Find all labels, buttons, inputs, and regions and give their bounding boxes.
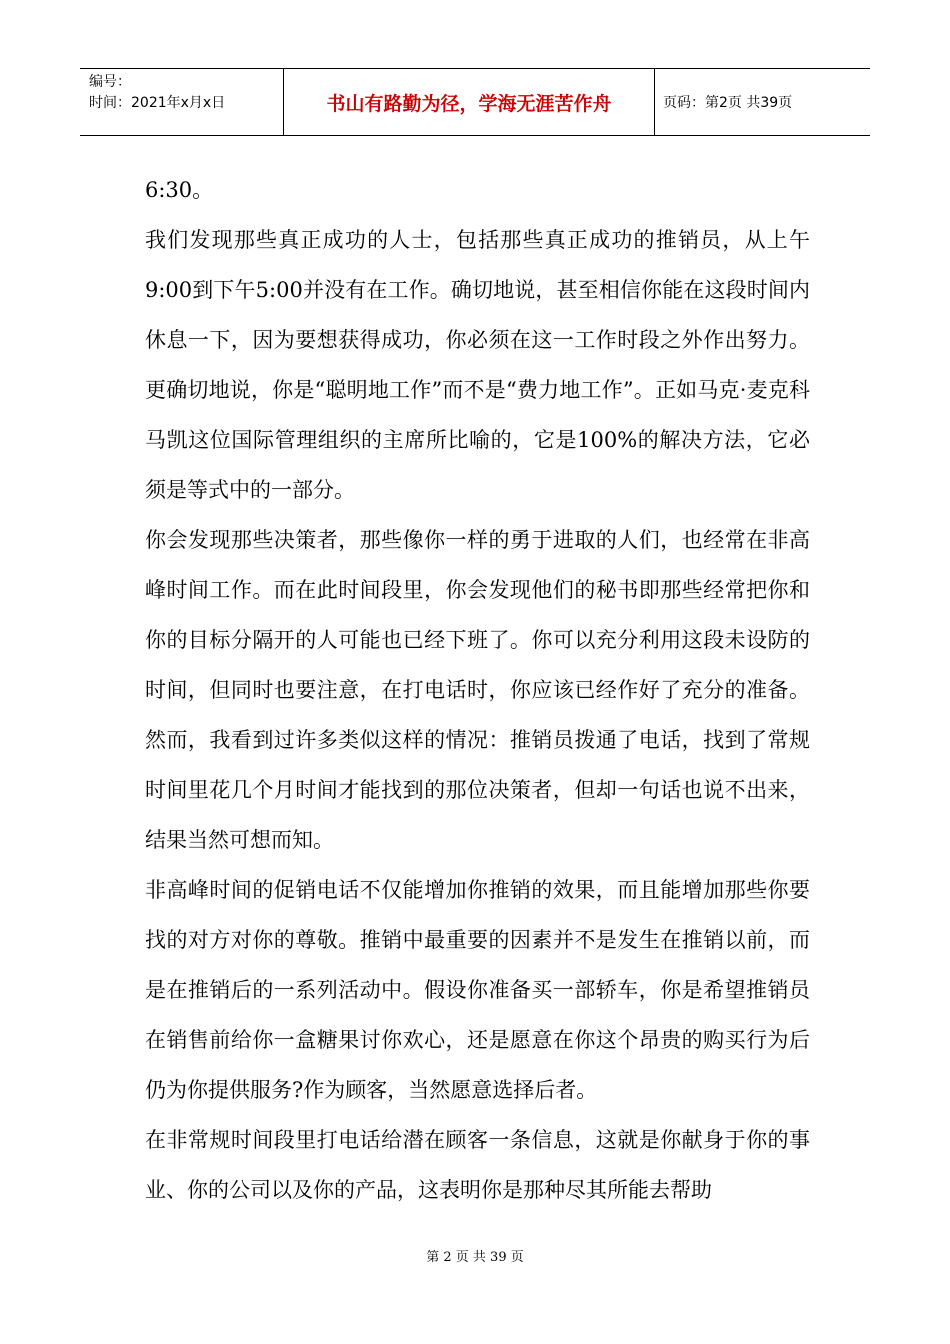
header-meta-cell xyxy=(80,69,284,135)
header-motto: 书山有路勤为径，学海无涯苦作舟 xyxy=(284,69,655,135)
header-page-info: 页码：第2页 共39页 xyxy=(663,95,793,111)
page-footer: 第 2 页 共 39 页 xyxy=(426,1250,524,1265)
page-header xyxy=(80,68,870,136)
paragraph: 非高峰时间的促销电话不仅能增加你推销的效果，而且能增加那些你要找的对方对你的尊敬。推销中最重要的因素并不是发生在推销以前，而是在推销后的一系列活动中。假设你准备买一部轿车，你是希望推销员在销售前给你一盒糖果讨你欢心，还是愿意在你这个昂贵的购买行为后仍为你提供服务?作为顾客，当然愿意选择后者。 xyxy=(145,878,810,1102)
paragraph: 6:30。 xyxy=(145,178,214,202)
document-number-label: 编号： xyxy=(89,74,131,90)
paragraph: 你会发现那些决策者，那些像你一样的勇于进取的人们，也经常在非高峰时间工作。而在此时间段里，你会发现他们的秘书即那些经常把你和你的目标分隔开的人可能也已经下班了。你可以充分利用这段未设防的时间，但同时也要注意，在打电话时，你应该已经作好了充分的准备。然而，我看到过许多类似这样的情况：推销员拨通了电话，找到了常规时间里花几个月时间才能找到的那位决策者，但却一句话也说不出来，结果当然可想而知。 xyxy=(145,528,810,852)
document-time-label: 时间：2021年x月x日 xyxy=(89,95,226,111)
document-body xyxy=(145,165,810,1215)
paragraph: 我们发现那些真正成功的人士，包括那些真正成功的推销员，从上午9:00到下午5:00并没有在工作。确切地说，甚至相信你能在这段时间内休息一下，因为要想获得成功，你必须在这一工作时段之外作出努力。更确切地说，你是“聪明地工作”而不是“费力地工作”。正如马克·麦克科马凯这位国际管理组织的主席所比喻的，它是100%的解决方法，它必须是等式中的一部分。 xyxy=(145,228,810,502)
paragraph: 在非常规时间段里打电话给潜在顾客一条信息，这就是你献身于你的事业、你的公司以及你的产品，这表明你是那种尽其所能去帮助 xyxy=(145,1128,810,1202)
